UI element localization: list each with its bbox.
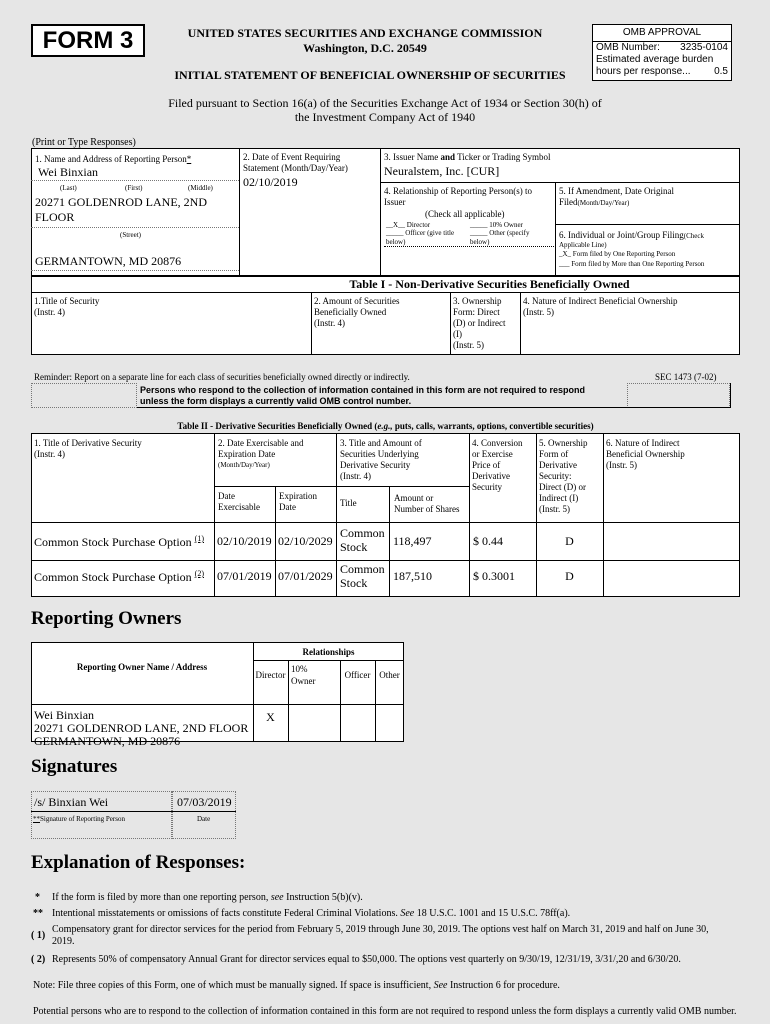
t1-col2-header-2: Beneficially Owned <box>314 307 387 317</box>
t2-col6-header: 6. Nature of Indirect <box>606 438 680 448</box>
t2-col2-header-2: Expiration Date <box>218 449 276 459</box>
multiple-person-option: ___ Form filed by More than One Reporting Person <box>559 260 705 268</box>
t2-col5-header-6: Indirect (I) <box>539 493 579 503</box>
row1-title-2: Stock <box>340 540 368 554</box>
footnote-1-line-2: 2019. <box>52 936 75 947</box>
issuer-label: 3. Issuer Name and Ticker or Trading Symbol <box>384 152 551 162</box>
officer-below: below) <box>386 238 406 246</box>
note-text: Note: File three copies of this Form, one of which must be manually signed. If space is insufficient, See Instruction 6 for procedure. <box>33 980 560 991</box>
t2-col5-header: 5. Ownership <box>539 438 588 448</box>
officer-checkbox: _____ Officer (give title <box>386 229 455 237</box>
ten-pct-owner-checkbox: _____ 10% Owner <box>470 221 523 229</box>
t1-col3-header-3: (D) or Indirect <box>453 318 506 328</box>
table2-title: Table II - Derivative Securities Beneficially Owned (e.g., puts, calls, warrants, options, convertible securities) <box>177 421 594 431</box>
print-note: (Print or Type Responses) <box>32 137 136 148</box>
relationships-header: Relationships <box>302 647 355 657</box>
t2-col2-format: (Month/Day/Year) <box>218 461 270 469</box>
footnote-mark: * <box>186 154 192 164</box>
omb-number-label: OMB Number: <box>596 42 660 53</box>
footnote-2-text: Represents 50% of compensatory Annual Grant for director services equal to $50,000. The options vest quarterly on 9/30/19, 12/31/19, 3/31/,20 and 6/30/20. <box>52 954 681 965</box>
signature-date: 07/03/2019 <box>177 795 232 809</box>
t1-col1-header: 1.Title of Security <box>34 296 100 306</box>
t1-col3-header-4: (I) <box>453 329 462 339</box>
t2-col6-header-2: Beneficial Ownership <box>606 449 685 459</box>
owner-name-header: Reporting Owner Name / Address <box>76 662 208 672</box>
t2-col5-header-5: Direct (D) or <box>539 482 586 492</box>
reporting-owners-heading: Reporting Owners <box>31 608 182 629</box>
omb-notice-1: Persons who respond to the collection of information contained in this form are not required to respond <box>140 385 586 395</box>
owner-address-2: GERMANTOWN, MD 20876 <box>34 734 181 748</box>
sec-number: SEC 1473 (7-02) <box>655 372 717 382</box>
t2-col4-header: 4. Conversion <box>472 438 523 448</box>
row1-date-exercisable: 02/10/2019 <box>217 534 272 548</box>
table-row: Common Stock Purchase Option $^{(1)}$ <box>34 534 204 549</box>
individual-filing-label: 6. Individual or Joint/Group Filing(Check <box>559 230 704 240</box>
footnote-link-1: (1) <box>194 534 204 543</box>
t1-col1-instr: (Instr. 4) <box>34 307 65 317</box>
t2-col5-header-3: Derivative <box>539 460 577 470</box>
ten-pct-header-1: 10% <box>291 664 308 674</box>
relationship-check-note: (Check all applicable) <box>425 209 505 219</box>
row1-expiration: 02/10/2029 <box>278 534 333 548</box>
row2-amount: 187,510 <box>393 569 432 583</box>
other-header: Other <box>379 670 400 680</box>
street-label: (Street) <box>120 231 141 239</box>
explanation-heading: Explanation of Responses: <box>31 852 246 873</box>
issuer-name: Neuralstem, Inc. [CUR] <box>384 164 500 178</box>
t1-col2-instr: (Instr. 4) <box>314 318 345 328</box>
owner-name: Wei Binxian <box>34 708 95 722</box>
middle-label: (Middle) <box>188 184 213 192</box>
t1-col4-header: 4. Nature of Indirect Beneficial Ownership <box>523 296 678 306</box>
t2-col3-header-3: Derivative Security <box>340 460 411 470</box>
amendment-label-1: 5. If Amendment, Date Original <box>559 186 674 196</box>
t1-col3-header: 3. Ownership <box>453 296 502 306</box>
one-person-option: _X_ Form filed by One Reporting Person <box>559 250 676 258</box>
ten-pct-header-2: Owner <box>291 676 316 686</box>
t1-col4-instr: (Instr. 5) <box>523 307 554 317</box>
row1-price: $ 0.44 <box>473 534 503 548</box>
omb-burden-line: Estimated average burden <box>596 54 714 65</box>
other-checkbox: _____ Other (specify <box>470 229 530 237</box>
footnote-2-mark: ( 2) <box>31 954 46 965</box>
form-title: INITIAL STATEMENT OF BENEFICIAL OWNERSHIP OF SECURITIES <box>174 68 566 82</box>
t2-col4-header-3: Price of <box>472 460 501 470</box>
row2-date-exercisable: 07/01/2019 <box>217 569 272 583</box>
other-below: below) <box>470 238 490 246</box>
filed-pursuant-line1: Filed pursuant to Section 16(a) of the Securities Exchange Act of 1934 or Section 30(h) of <box>168 96 602 110</box>
reminder-text: Reminder: Report on a separate line for each class of securities beneficially owned directly or indirectly. <box>34 372 410 382</box>
first-label: (First) <box>125 184 143 192</box>
footnote-1-line-1: Compensatory grant for director services for the period from February 5, 2019 through June 30, 2019. The options vest half on March 31, 2019 and half on June 30, <box>52 924 709 935</box>
t2-col6-instr: (Instr. 5) <box>606 460 637 470</box>
city-state-zip: GERMANTOWN, MD 20876 <box>35 254 182 268</box>
amendment-label-2: Filed(Month/Day/Year) <box>559 197 630 207</box>
omb-hours-label: hours per response... <box>596 66 691 77</box>
agency-name: UNITED STATES SECURITIES AND EXCHANGE COMMISSION <box>187 26 543 40</box>
explanation-mark-2: ** <box>33 908 43 919</box>
row2-form: D <box>565 569 574 583</box>
potential-persons-notice: Potential persons who are to respond to the collection of information contained in this form are not required to respond unless the form displays a currently valid OMB number. <box>33 1006 737 1017</box>
row1-form: D <box>565 534 574 548</box>
signatures-heading: Signatures <box>31 756 118 777</box>
row1-title-1: Common <box>340 526 385 540</box>
street-line1: 20271 GOLDENROD LANE, 2ND <box>35 195 207 209</box>
row2-price: $ 0.3001 <box>473 569 515 583</box>
event-date-label-2: Statement (Month/Day/Year) <box>243 163 348 173</box>
footnote-link-2: (2) <box>194 569 204 578</box>
t2-col1-instr: (Instr. 4) <box>34 449 65 459</box>
relationship-label-1: 4. Relationship of Reporting Person(s) to <box>384 186 532 196</box>
t2-col5-header-2: Form of <box>539 449 569 459</box>
form-label: FORM 3 <box>31 24 145 57</box>
row2-title-1: Common <box>340 562 385 576</box>
omb-notice-2: unless the form displays a currently valid OMB control number. <box>140 396 412 406</box>
reporting-person-label: 1. Name and Address of Reporting Person* <box>35 154 192 164</box>
t2-col5-header-4: Security: <box>539 471 572 481</box>
t2-col3-instr: (Instr. 4) <box>340 471 371 481</box>
t2-expiration-1: Expiration <box>279 491 317 501</box>
director-mark: X <box>266 710 275 724</box>
t2-expiration-2: Date <box>279 502 296 512</box>
event-date-label-1: 2. Date of Event Requiring <box>243 152 341 162</box>
table1-title: Table I - Non-Derivative Securities Beneficially Owned <box>349 277 630 291</box>
omb-title: OMB APPROVAL <box>593 25 731 42</box>
t1-col2-header: 2. Amount of Securities <box>314 296 400 306</box>
owner-address-1: 20271 GOLDENROD LANE, 2ND FLOOR <box>34 721 249 735</box>
t2-col3-header: 3. Title and Amount of <box>340 438 422 448</box>
explanation-mark-1: * <box>35 892 40 903</box>
omb-number-value: 3235-0104 <box>680 42 728 53</box>
date-label: Date <box>197 815 211 823</box>
t2-title-col: Title <box>340 498 357 508</box>
explanation-item-1: If the form is filed by more than one reporting person, see Instruction 5(b)(v). <box>52 892 363 903</box>
reporting-person-name: Wei Binxian <box>38 165 99 179</box>
officer-header: Officer <box>344 670 371 680</box>
signer-name: /s/ Binxian Wei <box>34 795 109 809</box>
last-label: (Last) <box>60 184 77 192</box>
t2-col5-instr: (Instr. 5) <box>539 504 570 514</box>
row1-amount: 118,497 <box>393 534 432 548</box>
t2-date-exercisable-2: Exercisable <box>218 502 260 512</box>
footnote-1-mark: ( 1) <box>31 930 46 941</box>
event-date-value: 02/10/2019 <box>243 175 298 189</box>
omb-hours-value: 0.5 <box>714 66 728 77</box>
agency-location: Washington, D.C. 20549 <box>303 41 427 55</box>
explanation-item-2: Intentional misstatements or omissions of facts constitute Federal Criminal Violations. See 18 U.S.C. 1001 and 15 U.S.C. 78ff(a). <box>52 908 571 919</box>
director-checkbox: __X__ Director <box>386 221 431 229</box>
t1-col3-header-2: Form: Direct <box>453 307 500 317</box>
t2-amount-col-2: Number of Shares <box>394 504 460 514</box>
table-row: Common Stock Purchase Option $^{(2)}$ <box>34 569 204 584</box>
t2-col3-header-2: Securities Underlying <box>340 449 419 459</box>
row2-title-2: Stock <box>340 576 368 590</box>
street-line2: FLOOR <box>35 210 75 224</box>
signature-label: **Signature of Reporting Person <box>33 815 125 823</box>
t2-col4-header-5: Security <box>472 482 502 492</box>
filed-pursuant-line2: the Investment Company Act of 1940 <box>294 110 476 124</box>
t2-col2-header: 2. Date Exercisable and <box>218 438 304 448</box>
director-header: Director <box>255 670 286 680</box>
t2-amount-col-1: Amount or <box>394 493 434 503</box>
t2-col4-header-4: Derivative <box>472 471 510 481</box>
t2-col1-header: 1. Title of Derivative Security <box>34 438 142 448</box>
t2-col4-header-2: or Exercise <box>472 449 513 459</box>
t1-col3-instr: (Instr. 5) <box>453 340 484 350</box>
row2-expiration: 07/01/2029 <box>278 569 333 583</box>
t2-date-exercisable-1: Date <box>218 491 235 501</box>
relationship-label-2: Issuer <box>384 197 406 207</box>
individual-filing-label-2: Applicable Line) <box>559 241 607 249</box>
omb-approval-box <box>592 24 732 81</box>
